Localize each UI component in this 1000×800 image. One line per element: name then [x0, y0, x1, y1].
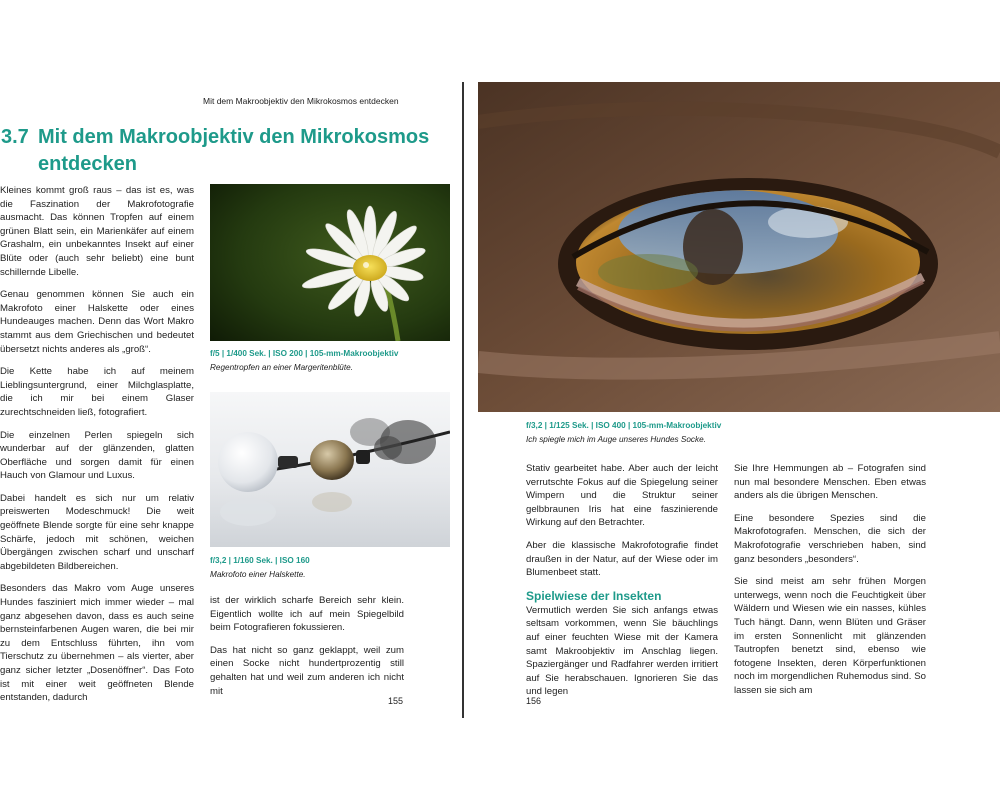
photo-caption: Regentropfen an einer Margeritenblüte.: [210, 363, 353, 372]
page-number: 156: [526, 696, 542, 706]
subheading: Spielwiese der Insekten: [526, 588, 662, 603]
photo-caption: Makrofoto einer Halskette.: [210, 570, 306, 579]
paragraph: Kleines kommt groß raus – das ist es, was die Faszination der Makrofotografie ausmacht. Das können Tropfen auf einem grünen Blatt sein, ein Marienkäfer auf einem Grashalm, ein unbekanntes Insekt auf einer Blüte oder (auch sehr beliebt) eine bunt schillernde Libelle.: [0, 185, 194, 278]
necklace-photo: [210, 392, 450, 547]
left-column-2: [210, 594, 404, 707]
paragraph: Genau genommen können Sie auch ein Makrofoto einer Halskette oder eines Hundeauges machen. Denn das Wort Makro stammt aus dem Griechischen und bedeutet übersetzt nichts anderes als „groß“.: [0, 289, 194, 355]
paragraph: Die Kette habe ich auf meinem Lieblingsuntergrund, einer Milchglasplatte, die ich mir bei einem Glaser zurechtschneiden ließ, fotografiert.: [0, 366, 194, 418]
paragraph: Die einzelnen Perlen spiegeln sich wunderbar auf der glänzenden, glatten Oberfläche und sorgen damit für einen Hauch von Glamour und Luxus.: [0, 429, 194, 482]
chapter-title: Mit dem Makroobjektiv den Mikrokosmos entdecken: [38, 126, 430, 175]
photo-meta: f/3,2 | 1/160 Sek. | ISO 160: [210, 556, 310, 565]
chapter-number: 3.7: [1, 126, 29, 148]
left-page: [0, 0, 462, 800]
paragraph: Das hat nicht so ganz geklappt, weil zum einen Socke nicht hundertprozentig still gehalten hat und weil zum anderen ich nicht mit: [210, 644, 404, 697]
photo-meta: f/3,2 | 1/125 Sek. | ISO 400 | 105-mm-Makroobjektiv: [526, 421, 722, 430]
paragraph: Aber die klassische Makrofotografie findet draußen in der Natur, auf der Wiese oder im Blumenbeet statt.: [526, 539, 718, 579]
right-column-2: [734, 462, 926, 707]
photo-caption: Ich spiegle mich im Auge unseres Hundes Socke.: [526, 435, 706, 444]
running-header: Mit dem Makroobjektiv den Mikrokosmos entdecken: [203, 96, 399, 106]
paragraph: Eine besondere Spezies sind die Makrofotografen. Menschen, die sich der Makrofotografie verschrieben haben, sind ganz besonders „besonders“.: [734, 512, 926, 565]
paragraph: Stativ gearbeitet habe. Aber auch der leicht verrutschte Fokus auf die Spiegelung seiner Wimpern und die Struktur seiner gelbbraunen Iris hat eine faszinierende Wirkung auf den Betrachter.: [526, 463, 718, 529]
page-gutter: [462, 82, 464, 718]
paragraph: Dabei handelt es sich nur um relativ preiswerten Modeschmuck! Die weit geöffnete Blende sorgte für eine sehr knappe Schärfe, jedoch mit schönen, weichen Übergängen zwischen scharf und unscharf abgebildeten Bildbereichen.: [0, 492, 194, 572]
photo-meta: f/5 | 1/400 Sek. | ISO 200 | 105-mm-Makroobjektiv: [210, 349, 399, 358]
daisy-photo: [210, 184, 450, 341]
paragraph: Besonders das Makro vom Auge unseres Hundes fasziniert mich immer wieder – mal ganz abgesehen davon, dass es auch seine bernsteinfarbenen Augen waren, die bei mir zu dem Entschluss führten, ihn vom Tierschutz zu übernehmen – als vierter, aber ganz sicher letzter „Dosenöffner“. Das Foto ist mit einer weit geöffneten Blende entstanden, dadurch: [0, 583, 194, 704]
right-column-1: [526, 462, 718, 708]
page-number: 155: [388, 696, 404, 706]
left-column-1: [0, 184, 194, 714]
right-page: [466, 0, 1000, 800]
paragraph: Sie Ihre Hemmungen ab – Fotografen sind nun mal besondere Menschen. Eben etwas anders als die übrigen Menschen.: [734, 463, 926, 502]
paragraph: ist der wirklich scharfe Bereich sehr klein. Eigentlich wollte ich auf mein Spiegelbild beim Fotografieren fokussieren.: [210, 595, 404, 634]
paragraph: Vermutlich werden Sie sich anfangs etwas seltsam vorkommen, wenn Sie bäuchlings auf einer feuchten Wiese mit der Kamera samt Makroobjektiv im Anschlag liegen. Spaziergänger und Radfahrer werden irritiert auf Sie herabschauen. Ignorieren Sie das und legen: [526, 604, 718, 698]
dog-eye-photo: [478, 82, 1000, 412]
paragraph: Sie sind meist am sehr frühen Morgen unterwegs, wenn noch die Feuchtigkeit über Wäldern und Wiesen wie ein nasses, kühles Tuch hängt. Dann, wenn Blüten und Gräser im ersten Sonnenlicht mit glänzenden Tautropfen benetzt sind, ebenso wie fotogene Insekten, deren Körperfunktionen noch im morgendlichen Ruhemodus sind. So lassen sie sich am: [734, 576, 926, 696]
